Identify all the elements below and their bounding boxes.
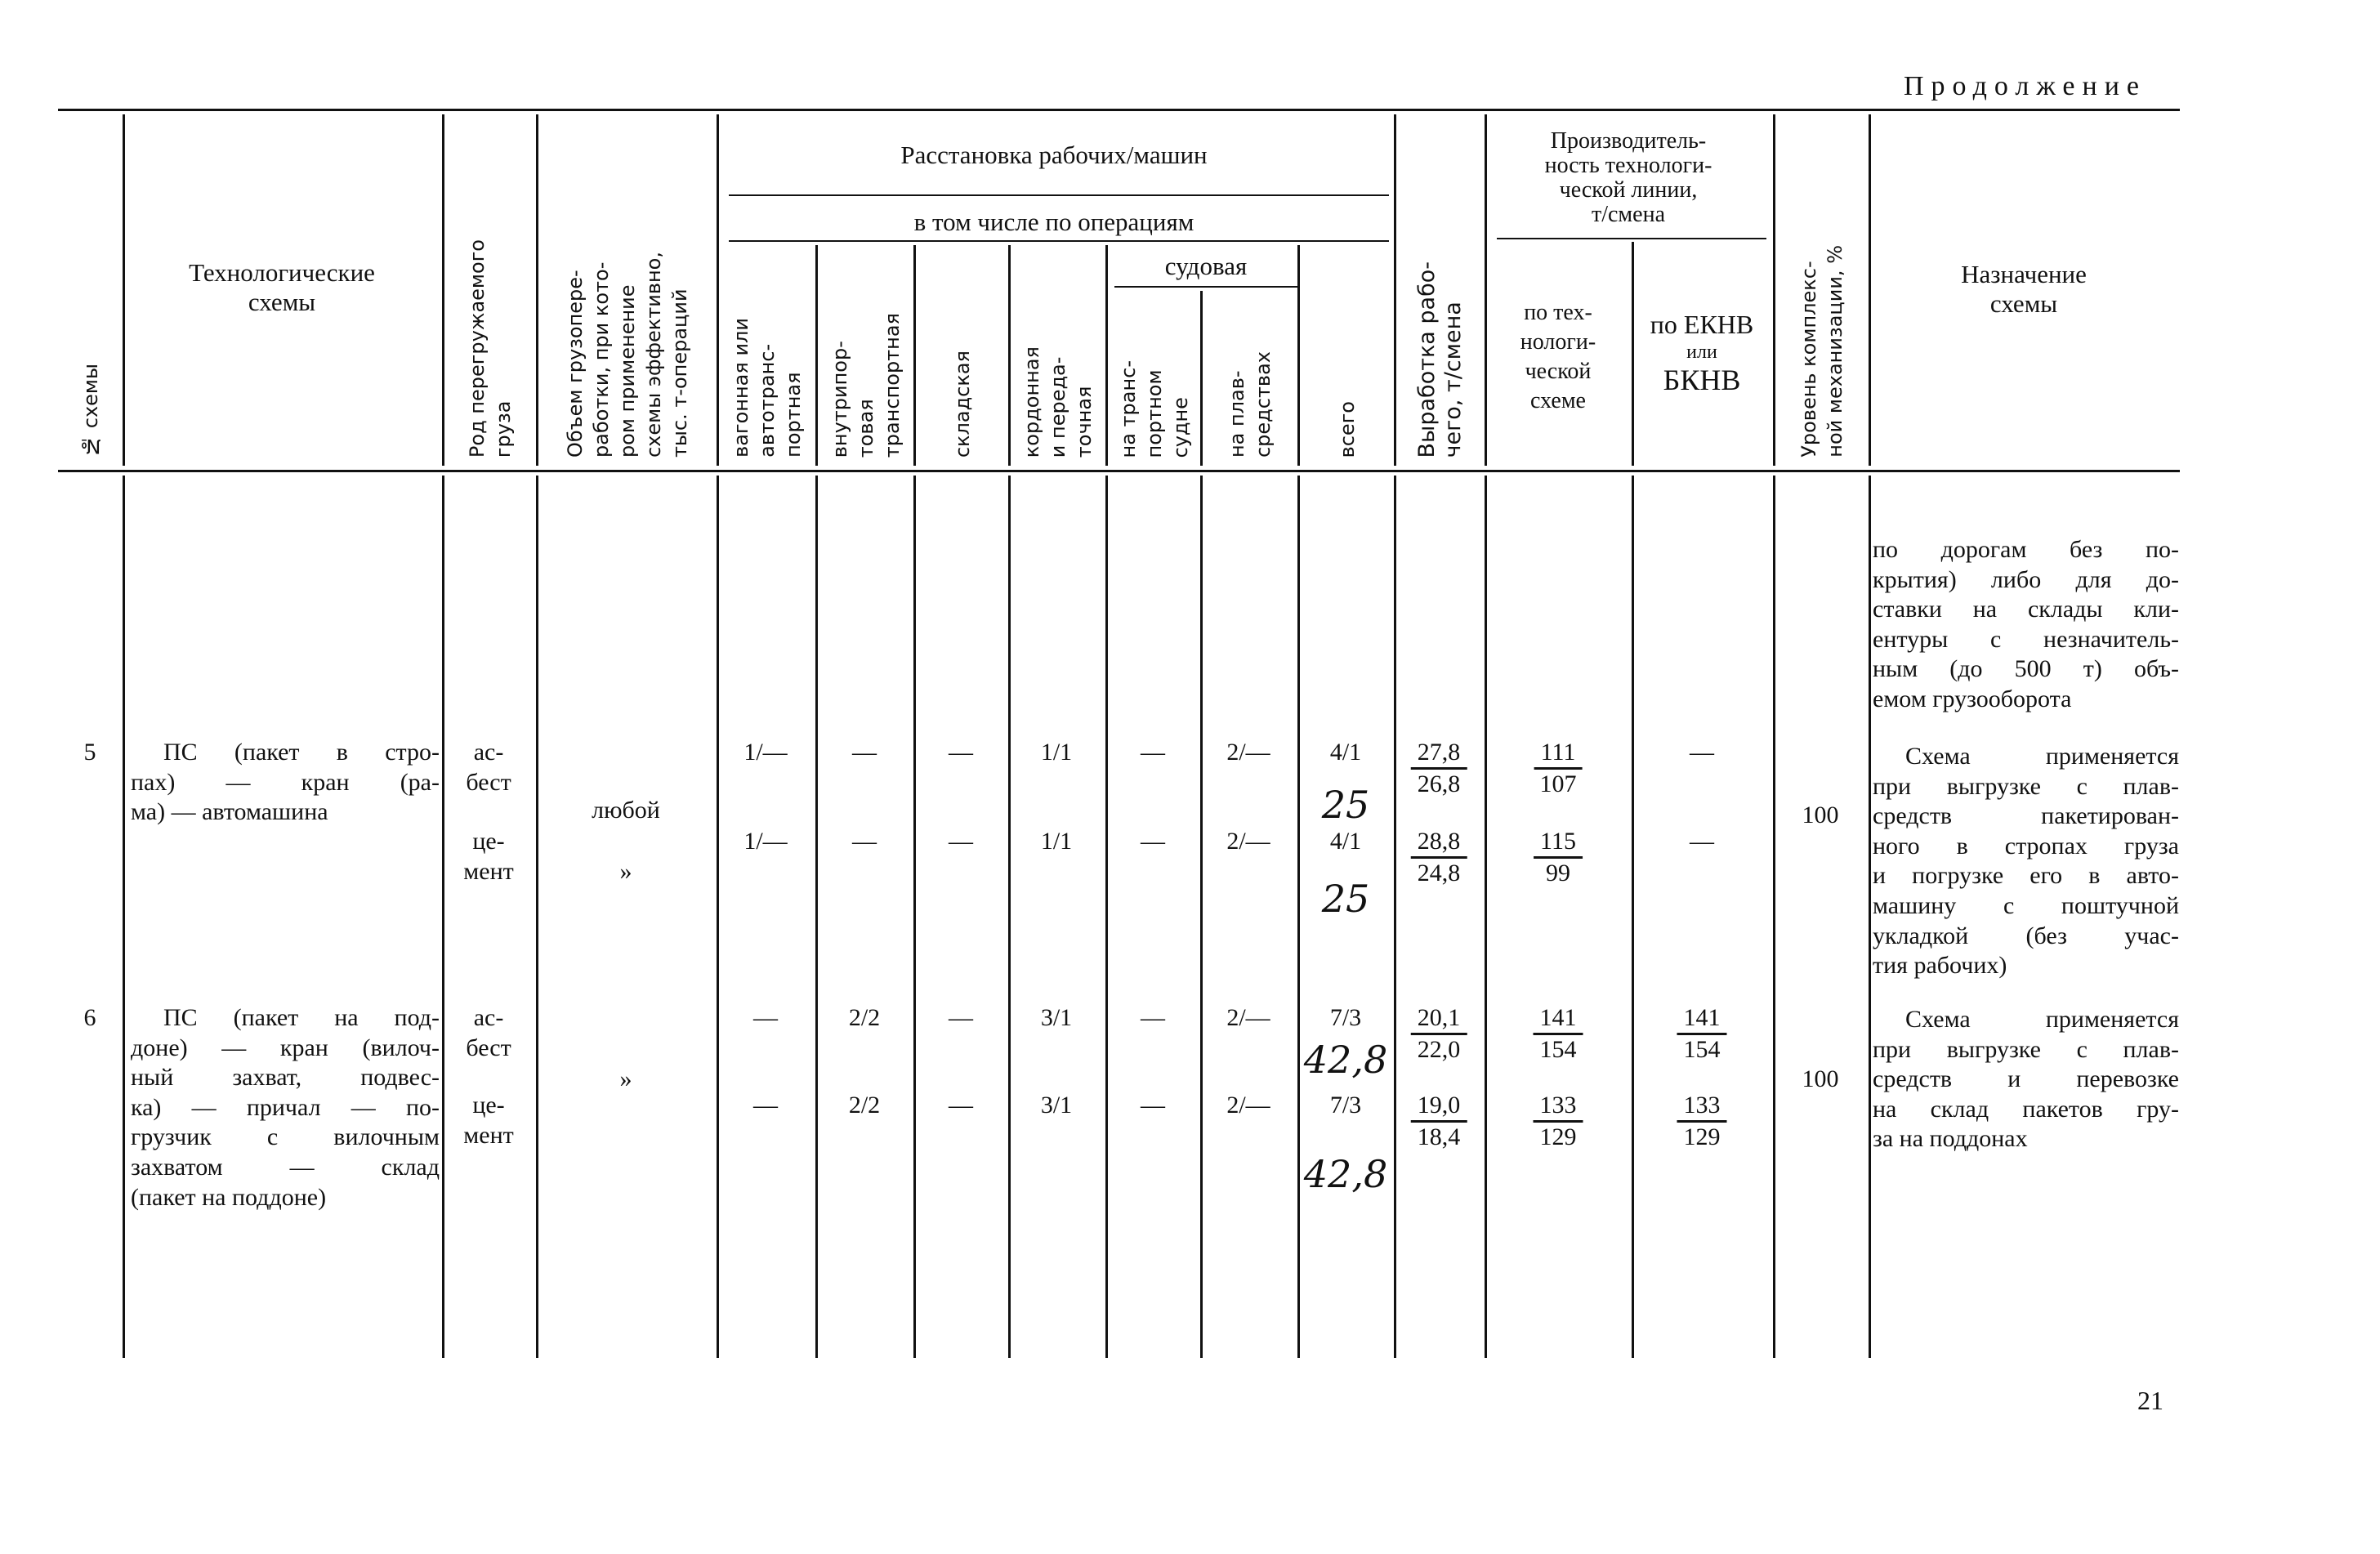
productivity-by-eknv: — xyxy=(1690,739,1714,766)
total-workers: 4/1 xyxy=(1329,739,1362,766)
operation-value: — xyxy=(949,828,973,855)
header-line: нологи- xyxy=(1520,329,1596,355)
col-divider-body xyxy=(1485,476,1487,1358)
header-mechanization: Уровень комплекс- ной механизации, % xyxy=(1797,245,1846,458)
operation-value: 2/2 xyxy=(848,1092,881,1119)
fraction-numerator: 20,1 xyxy=(1411,1003,1467,1035)
header-output: Выработка рабо- чего, т/смена xyxy=(1414,261,1466,458)
fraction-denominator: 154 xyxy=(1683,1036,1721,1063)
cargo-type: бест xyxy=(466,1034,511,1061)
header-by-operations: в том числе по операциям xyxy=(913,208,1194,236)
header-line: по ЕКНВ xyxy=(1650,310,1754,339)
purpose-text-line: при выгрузке с плав- xyxy=(1873,1035,2179,1063)
scheme-description-line: ма) — автомашина xyxy=(131,798,328,826)
scheme-description-line: ка) — причал — по- xyxy=(131,1093,440,1121)
worker-output xyxy=(1411,1003,1467,1065)
col-divider-body xyxy=(123,476,125,1358)
header-op-wagon: вагонная или автотранс- портная xyxy=(730,318,805,458)
page-number: 21 xyxy=(2137,1386,2163,1415)
cargo-type: мент xyxy=(463,857,514,885)
purpose-text-line: на склад пакетов гру- xyxy=(1873,1095,2179,1123)
col-divider xyxy=(123,114,125,466)
header-ship: судовая xyxy=(1164,252,1248,280)
total-workers: 4/1 xyxy=(1329,828,1362,855)
operation-value: — xyxy=(949,1092,973,1119)
col-divider-body xyxy=(815,476,818,1358)
purpose-text-line: ного в стропах груза xyxy=(1873,832,2179,860)
header-line: схеме xyxy=(1530,388,1586,413)
col-divider xyxy=(1632,242,1634,466)
fraction-denominator: 129 xyxy=(1683,1123,1721,1150)
col-divider-body xyxy=(1869,476,1871,1358)
total-workers: 7/3 xyxy=(1329,1004,1362,1031)
header-line: ческой xyxy=(1525,359,1592,384)
col-divider-body xyxy=(1008,476,1011,1358)
fraction-denominator: 22,0 xyxy=(1417,1036,1461,1063)
header-line: Производитель- xyxy=(1550,128,1707,154)
fraction-numerator: 133 xyxy=(1677,1091,1727,1123)
operation-value: — xyxy=(753,1092,778,1119)
col-divider-body xyxy=(1200,476,1203,1358)
purpose-text-line: средств пакетирован- xyxy=(1873,802,2179,830)
operation-value: — xyxy=(949,739,973,766)
operation-value: 2/— xyxy=(1226,1004,1270,1031)
purpose-continuation-line: крытия) либо для до- xyxy=(1873,565,2179,593)
col-divider xyxy=(1485,114,1487,466)
header-op-cordon: кордонная и переда- точная xyxy=(1020,346,1096,458)
handwritten-note: 42,8 xyxy=(1303,1152,1388,1196)
col-divider-body xyxy=(1632,476,1634,1358)
operation-value: — xyxy=(852,739,877,766)
fraction-numerator: 141 xyxy=(1677,1003,1727,1035)
scheme-description-line: (пакет на поддоне) xyxy=(131,1183,327,1211)
operation-value: 2/2 xyxy=(848,1004,881,1031)
header-cargo-type: Род перегружаемого груза xyxy=(466,239,515,458)
volume-value: » xyxy=(619,858,632,885)
total-workers: 7/3 xyxy=(1329,1092,1362,1119)
worker-output xyxy=(1411,827,1467,888)
purpose-continuation-line: ставки на склады кли- xyxy=(1873,596,2179,623)
header-op-internal: внутрипор- товая транспортная xyxy=(828,312,904,458)
productivity-by-scheme xyxy=(1534,1003,1583,1065)
fraction-numerator: 133 xyxy=(1534,1091,1583,1123)
purpose-continuation-line: по дорогам без по- xyxy=(1873,536,2179,563)
cargo-type: це- xyxy=(472,828,505,855)
header-top-rule xyxy=(58,109,2180,111)
header-line: Назначение xyxy=(1961,260,2087,288)
header-placement: Расстановка рабочих/машин xyxy=(900,141,1208,169)
operation-value: 1/1 xyxy=(1040,739,1073,766)
header-tech xyxy=(189,258,375,317)
cargo-type: мент xyxy=(463,1121,514,1149)
col-divider xyxy=(1869,114,1871,466)
scheme-description-line: пах) — кран (ра- xyxy=(131,768,440,796)
header-productivity xyxy=(1545,129,1712,227)
productivity-by-scheme xyxy=(1534,827,1583,888)
fraction-numerator: 115 xyxy=(1534,827,1583,859)
cargo-type: бест xyxy=(466,768,511,796)
operation-value: — xyxy=(1141,1004,1165,1031)
scheme-description-line: доне) — кран (вилоч- xyxy=(131,1034,440,1061)
productivity-by-scheme xyxy=(1534,738,1583,799)
operation-value: 2/— xyxy=(1226,1092,1270,1119)
header-line: по тех- xyxy=(1524,300,1592,325)
operation-value: — xyxy=(1141,1092,1165,1119)
scheme-description-line: грузчик с вилочным xyxy=(131,1123,440,1151)
header-line: схемы xyxy=(1989,289,2058,318)
productivity-by-eknv xyxy=(1677,1003,1727,1065)
header-prod-by-scheme xyxy=(1520,298,1596,416)
header-purpose xyxy=(1961,260,2087,319)
purpose-text-line: Схема применяется xyxy=(1905,1006,2179,1033)
operation-value: 2/— xyxy=(1226,739,1270,766)
header-volume: Объем грузопере- работки, при кото- ром применение схемы эффективно, тыс. т-операций xyxy=(564,251,691,458)
operation-value: — xyxy=(753,1004,778,1031)
col-divider-body xyxy=(913,476,916,1358)
operation-value: — xyxy=(852,828,877,855)
productivity-by-eknv xyxy=(1677,1091,1727,1152)
operation-value: — xyxy=(1141,828,1165,855)
operation-value: — xyxy=(949,1004,973,1031)
operation-value: 3/1 xyxy=(1040,1004,1073,1031)
cargo-type: це- xyxy=(472,1092,505,1119)
purpose-text-line: Схема применяется xyxy=(1905,743,2179,770)
purpose-continuation-line: ентуры с незначитель- xyxy=(1873,625,2179,653)
scheme-description-line: захватом — склад xyxy=(131,1154,440,1181)
purpose-text-line: за на поддонах xyxy=(1873,1125,2028,1153)
purpose-continuation-line: емом грузооборота xyxy=(1873,685,2072,712)
scheme-number: 5 xyxy=(83,739,96,766)
handwritten-note: 42,8 xyxy=(1303,1038,1388,1082)
header-line: или xyxy=(1686,342,1717,363)
mechanization-level: 100 xyxy=(1802,1065,1839,1092)
mechanization-level: 100 xyxy=(1802,802,1839,828)
purpose-text-line: средств и перевозке xyxy=(1873,1065,2179,1093)
col-divider-body xyxy=(1105,476,1108,1358)
purpose-text-line: тия рабочих) xyxy=(1873,952,2007,980)
header-line: т/смена xyxy=(1591,202,1666,227)
header-op-transport-ship: на транс- портном судне xyxy=(1116,359,1192,458)
fraction-denominator: 154 xyxy=(1539,1036,1577,1063)
purpose-continuation-line: ным (до 500 т) объ- xyxy=(1873,655,2179,683)
operation-value: 1/1 xyxy=(1040,828,1073,855)
operations-rule xyxy=(729,240,1389,242)
col-divider-body xyxy=(1297,476,1300,1358)
col-divider-body xyxy=(1394,476,1396,1358)
fraction-denominator: 99 xyxy=(1545,860,1570,886)
scheme-description-line: ный захват, подвес- xyxy=(131,1064,440,1092)
productivity-by-scheme xyxy=(1534,1091,1583,1152)
header-op-total: всего xyxy=(1335,400,1359,458)
scheme-number: 6 xyxy=(83,1004,96,1031)
fraction-denominator: 129 xyxy=(1539,1123,1577,1150)
header-op-floating: на плав- средствах xyxy=(1226,351,1275,458)
header-line: ческой линии, xyxy=(1559,177,1698,203)
ship-rule xyxy=(1114,286,1297,288)
productivity-rule xyxy=(1497,238,1766,239)
worker-output xyxy=(1411,738,1467,799)
worker-output xyxy=(1411,1091,1467,1152)
cargo-type: ас- xyxy=(473,739,504,766)
fraction-denominator: 18,4 xyxy=(1417,1123,1461,1150)
placement-rule xyxy=(729,194,1389,196)
continuation-label: Продолжение xyxy=(1904,71,2147,101)
volume-value: » xyxy=(619,1065,632,1092)
col-divider-body xyxy=(1773,476,1775,1358)
handwritten-note: 25 xyxy=(1321,877,1370,921)
operation-value: 3/1 xyxy=(1040,1092,1073,1119)
header-prod-by-eknv xyxy=(1650,310,1753,394)
purpose-text-line: при выгрузке с плав- xyxy=(1873,772,2179,800)
fraction-denominator: 26,8 xyxy=(1417,770,1461,797)
header-bottom-rule xyxy=(58,470,2180,472)
scheme-description-line: ПС (пакет на под- xyxy=(163,1004,440,1031)
purpose-text-line: и погрузке его в авто- xyxy=(1873,862,2179,890)
header-line: ность технологи- xyxy=(1544,153,1712,178)
operation-value: 1/— xyxy=(743,739,788,766)
purpose-text-line: машину с поштучной xyxy=(1873,892,2179,919)
col-divider-body xyxy=(536,476,538,1358)
col-divider-body xyxy=(442,476,444,1358)
fraction-denominator: 107 xyxy=(1539,770,1577,797)
fraction-denominator: 24,8 xyxy=(1417,860,1461,886)
fraction-numerator: 111 xyxy=(1534,738,1583,770)
col-divider-body xyxy=(717,476,719,1358)
fraction-numerator: 141 xyxy=(1534,1003,1583,1035)
operation-value: — xyxy=(1141,739,1165,766)
productivity-by-eknv: — xyxy=(1690,828,1714,855)
header-tech-line: Технологические xyxy=(189,258,375,287)
header-no: № схемы xyxy=(78,364,102,458)
volume-value: любой xyxy=(592,797,660,824)
cargo-type: ас- xyxy=(473,1004,504,1031)
fraction-numerator: 27,8 xyxy=(1411,738,1467,770)
operation-value: 2/— xyxy=(1226,828,1270,855)
scheme-description-line: ПС (пакет в стро- xyxy=(163,739,440,766)
fraction-numerator: 28,8 xyxy=(1411,827,1467,859)
header-tech-line: схемы xyxy=(248,288,316,316)
operation-value: 1/— xyxy=(743,828,788,855)
handwritten-note: 25 xyxy=(1321,783,1370,827)
header-op-warehouse: складская xyxy=(950,350,974,458)
purpose-text-line: укладкой (без учас- xyxy=(1873,922,2179,949)
header-line: БКНВ xyxy=(1663,364,1741,396)
fraction-numerator: 19,0 xyxy=(1411,1091,1467,1123)
